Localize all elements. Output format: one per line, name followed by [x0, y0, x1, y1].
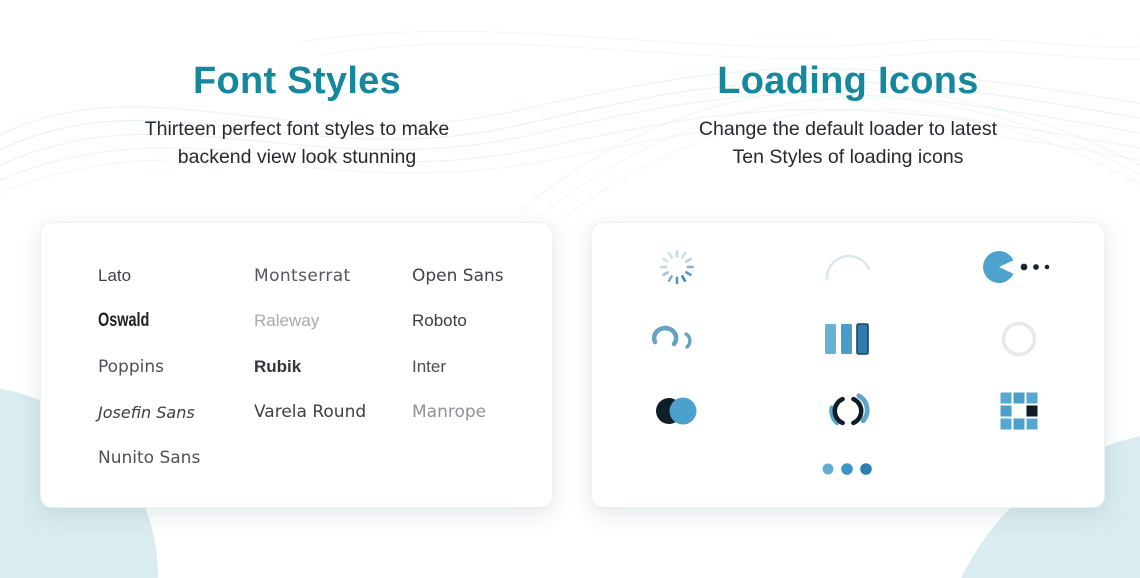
loader-grid: [592, 231, 1104, 447]
loader-pacman: [933, 231, 1104, 303]
loader-bars: [763, 303, 934, 375]
ring-loader-icon: [999, 319, 1039, 359]
font-sample-manrope: Manrope: [412, 402, 487, 423]
font-styles-subtitle-line2: backend view look stunning: [177, 145, 417, 168]
loading-icons-card: [591, 222, 1105, 508]
dual-crescent-spinner-icon: [649, 319, 705, 359]
loading-icons-subtitle-line1: Change the default loader to latest: [698, 118, 998, 140]
loader-grid-squares: [933, 375, 1104, 447]
loader-dual-crescent: [592, 303, 763, 375]
loader-ring: [933, 303, 1104, 375]
font-sample-montserrat: Montserrat: [254, 265, 351, 286]
dual-ball-loader-icon: [649, 393, 705, 429]
font-styles-title: Font Styles: [192, 60, 402, 102]
font-sample-josefin-sans: Josefin Sans: [98, 402, 195, 422]
grid-square-loader-icon: [999, 391, 1039, 431]
font-sample-poppins: Poppins: [98, 356, 164, 377]
font-sample-nunito-sans: Nunito Sans: [98, 447, 201, 468]
font-sample-rubik: Rubik: [254, 356, 302, 376]
loading-icons-section: [591, 58, 1105, 171]
arc-spinner-icon: [820, 243, 876, 291]
font-sample-inter: Inter: [412, 356, 447, 376]
loader-arc-spinner: [763, 231, 934, 303]
font-sample-roboto: Roboto: [412, 311, 467, 331]
broken-ring-spinner-icon: [822, 385, 874, 437]
loader-dual-ball: [592, 375, 763, 447]
loader-broken-ring: [763, 375, 934, 447]
font-sample-raleway: Raleway: [254, 311, 320, 331]
font-sample-oswald: Oswald: [98, 310, 150, 332]
font-styles-subtitle-line1: Thirteen perfect font styles to make: [144, 118, 450, 140]
loading-icons-subtitle: [591, 116, 1105, 171]
loader-ray-spinner: [592, 231, 763, 303]
font-sample-open-sans: Open Sans: [412, 265, 504, 286]
pacman-loader-icon: [981, 247, 1057, 287]
three-dots-loader-icon: [820, 461, 876, 477]
loader-three-dots: [592, 461, 1104, 477]
loading-icons-title: Loading Icons: [717, 60, 979, 102]
ray-spinner-icon: [657, 247, 697, 287]
loading-icons-subtitle-line2: Ten Styles of loading icons: [732, 145, 964, 168]
font-styles-subtitle: [40, 116, 554, 171]
font-styles-card: [40, 222, 553, 508]
bars-loader-icon: [822, 321, 874, 357]
font-styles-section: [40, 58, 554, 171]
font-sample-lato: Lato: [98, 265, 132, 285]
font-sample-varela-round: Varela Round: [254, 402, 367, 423]
